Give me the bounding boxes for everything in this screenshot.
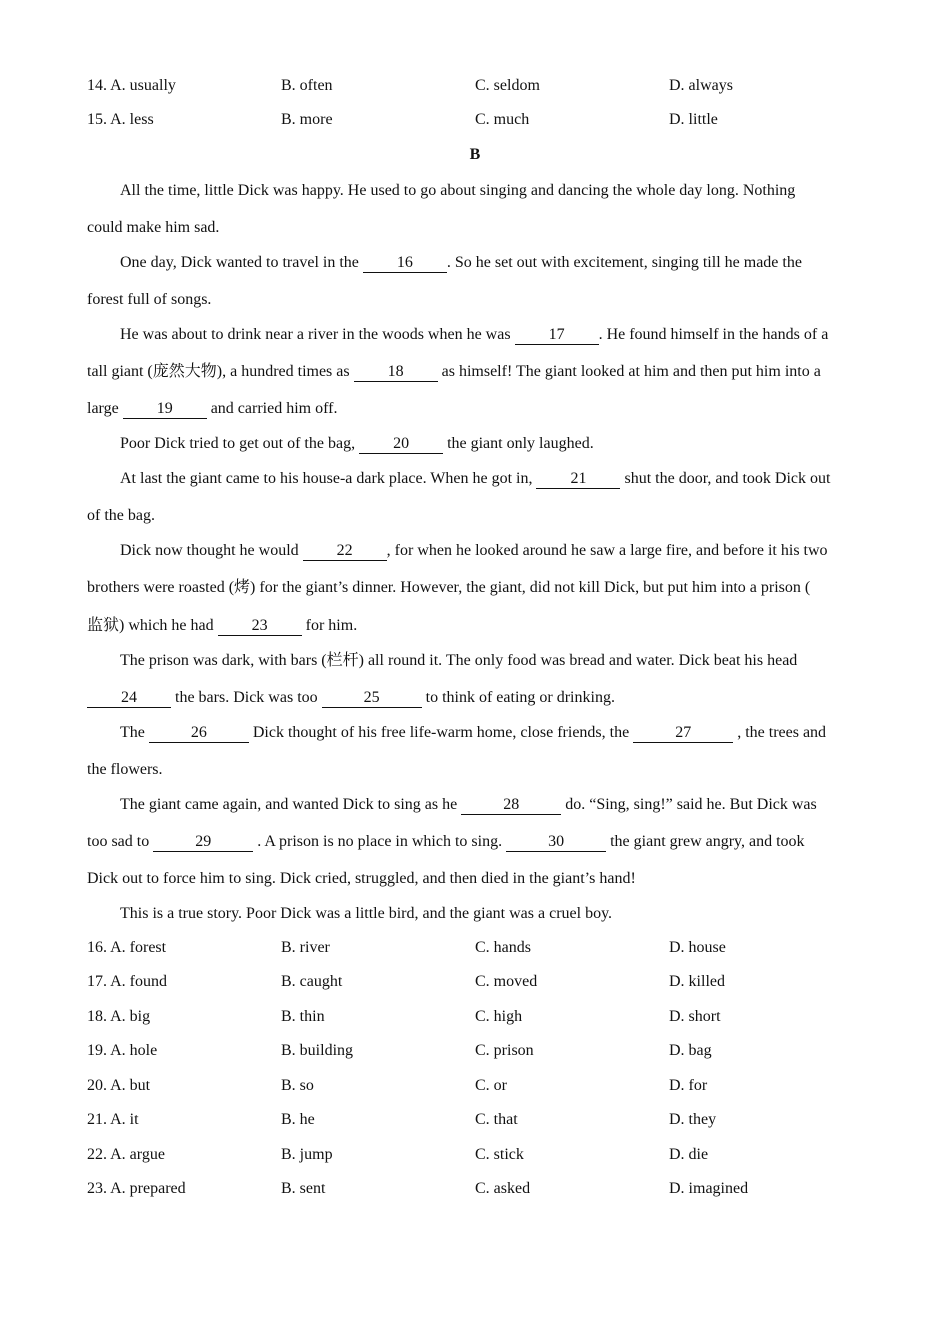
option-b: B. thin [281,1008,325,1025]
passage-line [120,794,817,816]
option-c: C. asked [475,1180,531,1197]
option-a: 21. A. it [87,1111,139,1128]
text-segment: Dick thought of his free life-warm home, close friends, the [248,724,634,741]
option-d: D. house [669,939,726,956]
text-segment: . So he set out with excitement, singing till he made the [446,254,802,271]
passage-line [120,468,830,490]
passage-line [120,433,594,455]
question-21-options [0,1108,950,1132]
blank-25: 25 [322,689,422,708]
passage-line: Dick out to force him to sing. Dick cried, struggled, and then died in the giant’s hand! [87,870,636,887]
blank-16: 16 [363,254,447,273]
text-segment: , the trees and [733,724,827,741]
option-d: D. die [669,1146,709,1163]
blank-26: 26 [149,724,249,743]
option-c: C. much [475,111,530,128]
passage-line: the flowers. [87,761,163,778]
text-segment: as himself! The giant looked at him and then put him into a [437,363,821,380]
text-segment: . A prison is no place in which to sing. [253,833,507,850]
text-segment: large [87,400,123,417]
option-b: B. building [281,1042,354,1059]
option-b: B. caught [281,973,343,990]
blank-21: 21 [536,470,620,489]
text-segment: too sad to [87,833,154,850]
passage-line: All the time, little Dick was happy. He used to go about singing and dancing the whole day long. Nothing [120,182,796,199]
option-c: C. stick [475,1146,524,1163]
option-d: D. always [669,77,733,94]
passage-line [120,722,826,744]
question-16-options [0,936,950,960]
question-19-options [0,1039,950,1063]
option-b: B. so [281,1077,314,1094]
option-b: B. river [281,939,330,956]
option-c: C. high [475,1008,523,1025]
text-segment: The giant came again, and wanted Dick to sing as he [120,796,462,813]
option-b: B. jump [281,1146,333,1163]
text-segment: One day, Dick wanted to travel in the [120,254,363,271]
text-segment: Dick now thought he would [120,542,303,559]
blank-29: 29 [153,833,253,852]
text-segment: . He found himself in the hands of a [598,326,829,343]
option-b: B. more [281,111,333,128]
text-segment: At last the giant came to his house-a dark place. When he got in, [120,470,537,487]
option-d: D. for [669,1077,708,1094]
blank-20: 20 [359,435,443,454]
option-c: C. prison [475,1042,534,1059]
option-d: D. bag [669,1042,712,1059]
text-segment: do. “Sing, sing!” said he. But Dick was [561,796,817,813]
passage-line: This is a true story. Poor Dick was a little bird, and the giant was a cruel boy. [120,905,613,922]
blank-30: 30 [506,833,606,852]
passage-line [120,252,802,274]
text-segment: the giant grew angry, and took [606,833,805,850]
option-c: C. or [475,1077,507,1094]
text-segment: The [120,724,149,741]
passage-line: of the bag. [87,507,155,524]
option-b: B. sent [281,1180,326,1197]
passage-line [120,540,828,562]
question-20-options [0,1074,950,1098]
option-d: D. they [669,1111,717,1128]
option-a: 18. A. big [87,1008,151,1025]
option-a: 15. A. less [87,111,154,128]
passage-line [87,361,821,383]
text-segment: and carried him off. [206,400,338,417]
passage-line [87,398,337,420]
blank-18: 18 [354,363,438,382]
blank-19: 19 [123,400,207,419]
option-a: 14. A. usually [87,77,176,94]
question-18-options [0,1005,950,1029]
option-a: 22. A. argue [87,1146,165,1163]
option-a: 16. A. forest [87,939,167,956]
option-d: D. imagined [669,1180,749,1197]
text-segment: the giant only laughed. [443,435,594,452]
option-c: C. moved [475,973,538,990]
question-23-options [0,1177,950,1201]
text-segment: tall giant (庞然大物), a hundred times as [87,363,354,380]
question-15-options [0,108,950,132]
option-d: D. little [669,111,718,128]
text-segment: the bars. Dick was too [171,689,322,706]
option-c: C. hands [475,939,531,956]
text-segment: shut the door, and took Dick out [620,470,831,487]
blank-24: 24 [87,689,171,708]
text-segment: 监狱) which he had [87,617,218,634]
option-d: D. short [669,1008,721,1025]
text-segment: He was about to drink near a river in the woods when he was [120,326,515,343]
question-14-options [0,74,950,98]
passage-line [87,615,357,637]
option-d: D. killed [669,973,725,990]
text-segment: for him. [301,617,358,634]
passage-line [120,324,828,346]
option-a: 23. A. prepared [87,1180,186,1197]
option-a: 19. A. hole [87,1042,158,1059]
blank-27: 27 [633,724,733,743]
section-title: B [469,146,481,163]
option-b: B. he [281,1111,315,1128]
question-22-options [0,1143,950,1167]
text-segment: , for when he looked around he saw a large fire, and before it his two [386,542,828,559]
option-a: 20. A. but [87,1077,151,1094]
option-b: B. often [281,77,333,94]
passage-line: forest full of songs. [87,291,212,308]
passage-line: could make him sad. [87,219,220,236]
text-segment: to think of eating or drinking. [421,689,615,706]
text-segment: Poor Dick tried to get out of the bag, [120,435,360,452]
passage-line [87,831,805,853]
passage-line: brothers were roasted (烤) for the giant’s dinner. However, the giant, did not kill Dick, but put him into a prison ( [87,579,811,596]
blank-28: 28 [461,796,561,815]
option-c: C. seldom [475,77,540,94]
blank-22: 22 [303,542,387,561]
option-a: 17. A. found [87,973,167,990]
blank-23: 23 [218,617,302,636]
passage-line [87,687,615,709]
passage-line: The prison was dark, with bars (栏杆) all round it. The only food was bread and water. Dick beat his head [120,652,798,669]
option-c: C. that [475,1111,518,1128]
question-17-options [0,970,950,994]
blank-17: 17 [515,326,599,345]
